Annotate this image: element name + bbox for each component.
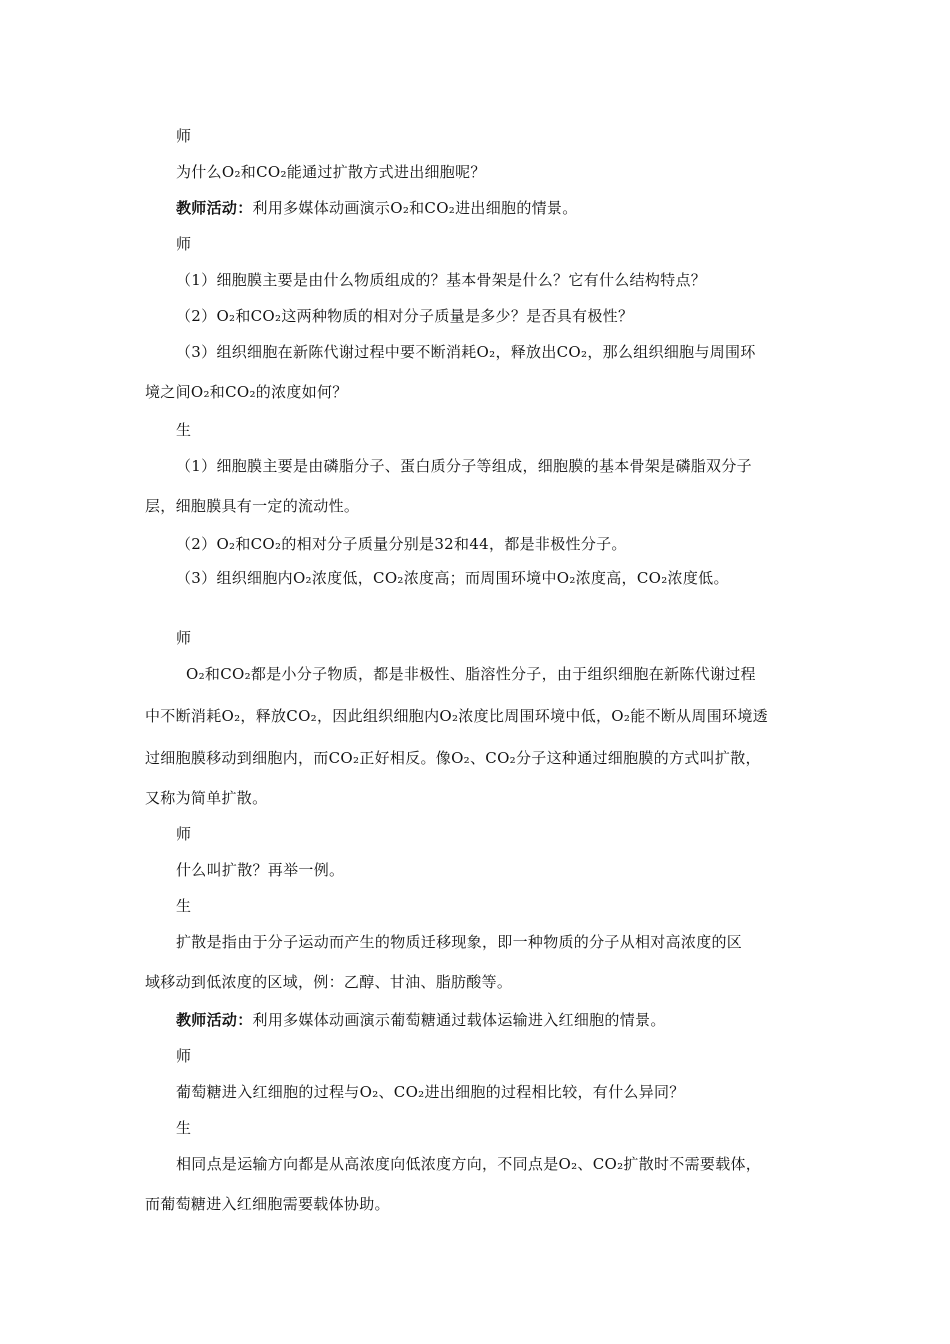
- speaker-teacher: 师: [176, 825, 192, 843]
- question-item: （3）组织细胞在新陈代谢过程中要不断消耗O₂，释放出CO₂，那么组织细胞与周围环: [176, 343, 756, 361]
- speaker-student: 生: [176, 421, 192, 439]
- question-line: 什么叫扩散？再举一例。: [176, 861, 345, 879]
- explanation-paragraph: 又称为简单扩散。: [145, 789, 268, 807]
- answer-item: （2）O₂和CO₂的相对分子质量分别是32和44，都是非极性分子。: [176, 535, 627, 553]
- question-item: （2）O₂和CO₂这两种物质的相对分子质量是多少？是否具有极性？: [176, 307, 634, 325]
- speaker-teacher: 师: [176, 629, 192, 647]
- question-line: 葡萄糖进入红细胞的过程与O₂、CO₂进出细胞的过程相比较，有什么异同？: [176, 1083, 685, 1101]
- teacher-activity-label: 教师活动：: [176, 1011, 253, 1029]
- answer-paragraph: 相同点是运输方向都是从高浓度向低浓度方向，不同点是O₂、CO₂扩散时不需要载体，: [176, 1155, 762, 1173]
- explanation-paragraph: 过细胞膜移动到细胞内，而CO₂正好相反。像O₂、CO₂分子这种通过细胞膜的方式叫扩散，: [145, 749, 761, 767]
- teacher-activity-line: [176, 198, 810, 218]
- speaker-teacher: 师: [176, 127, 192, 145]
- teacher-activity-line: [176, 1010, 810, 1030]
- speaker-teacher: 师: [176, 235, 192, 253]
- speaker-teacher: 师: [176, 1047, 192, 1065]
- answer-item: （1）细胞膜主要是由磷脂分子、蛋白质分子等组成，细胞膜的基本骨架是磷脂双分子: [176, 457, 752, 475]
- speaker-student: 生: [176, 1119, 192, 1137]
- teacher-activity-label: 教师活动：: [176, 199, 253, 217]
- question-line: 为什么O₂和CO₂能通过扩散方式进出细胞呢？: [176, 163, 486, 181]
- answer-item-continued: 层，细胞膜具有一定的流动性。: [145, 497, 360, 515]
- teacher-activity-text: 利用多媒体动画演示O₂和CO₂进出细胞的情景。: [252, 199, 578, 217]
- answer-paragraph: 扩散是指由于分子运动而产生的物质迁移现象，即一种物质的分子从相对高浓度的区: [176, 933, 743, 951]
- explanation-paragraph: 中不断消耗O₂，释放CO₂，因此组织细胞内O₂浓度比周围环境中低，O₂能不断从周围环境透: [145, 707, 768, 725]
- explanation-paragraph: O₂和CO₂都是小分子物质，都是非极性、脂溶性分子，由于组织细胞在新陈代谢过程: [186, 665, 756, 683]
- question-item: （1）细胞膜主要是由什么物质组成的？基本骨架是什么？它有什么结构特点？: [176, 271, 707, 289]
- answer-item: （3）组织细胞内O₂浓度低，CO₂浓度高；而周围环境中O₂浓度高，CO₂浓度低。: [176, 569, 729, 587]
- answer-paragraph: 而葡萄糖进入红细胞需要载体协助。: [145, 1195, 390, 1213]
- question-item-continued: 境之间O₂和CO₂的浓度如何？: [145, 383, 348, 401]
- answer-paragraph: 域移动到低浓度的区域，例：乙醇、甘油、脂肪酸等。: [145, 973, 513, 991]
- speaker-student: 生: [176, 897, 192, 915]
- teacher-activity-text: 利用多媒体动画演示葡萄糖通过载体运输进入红细胞的情景。: [252, 1011, 666, 1029]
